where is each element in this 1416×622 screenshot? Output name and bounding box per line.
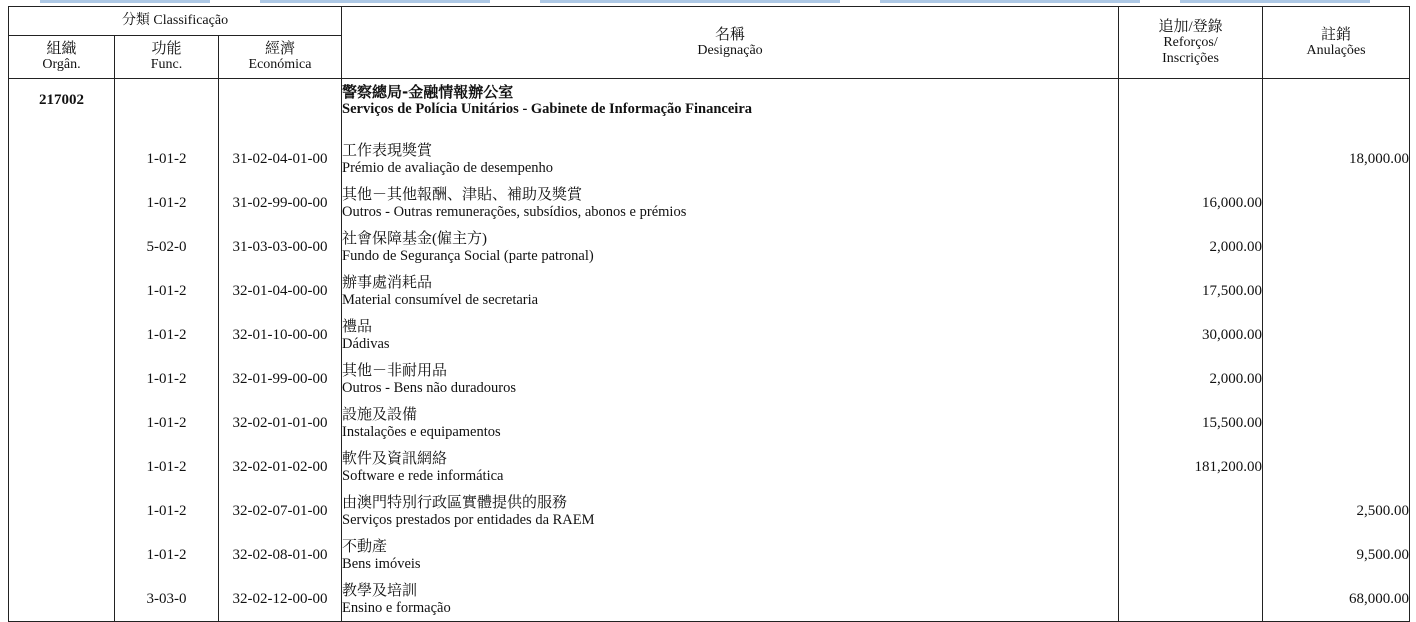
organ-code: 217002 — [9, 79, 115, 138]
func-code: 1-01-2 — [115, 445, 219, 489]
page-top-edge — [0, 0, 1416, 5]
table-row — [9, 313, 1410, 357]
item-designation — [342, 137, 1119, 181]
item-name-zh: 禮品 — [342, 318, 373, 335]
item-name-pt: Fundo de Segurança Social (parte patronal) — [342, 247, 594, 264]
annulment-amount: 2,500.00 — [1263, 489, 1410, 533]
econ-code: 31-02-04-01-00 — [219, 137, 342, 181]
econ-code: 31-03-03-00-00 — [219, 225, 342, 269]
table-row — [9, 445, 1410, 489]
item-name-zh: 社會保障基金(僱主方) — [342, 230, 488, 247]
organ-designation — [342, 79, 1119, 138]
organ-name-pt: Serviços de Polícia Unitários - Gabinete de Informação Financeira — [342, 101, 753, 117]
func-code: 1-01-2 — [115, 313, 219, 357]
budget-table — [8, 6, 1410, 622]
item-designation — [342, 181, 1119, 225]
item-name-pt: Outros - Bens não duradouros — [342, 379, 517, 396]
item-name-zh: 不動產 — [342, 538, 388, 555]
annulment-amount: 9,500.00 — [1263, 533, 1410, 577]
item-designation — [342, 401, 1119, 445]
func-code: 1-01-2 — [115, 181, 219, 225]
item-designation — [342, 357, 1119, 401]
item-name-zh: 辦事處消耗品 — [342, 274, 433, 291]
table-row — [9, 533, 1410, 577]
item-name-zh: 其他－非耐用品 — [342, 362, 448, 379]
func-code: 1-01-2 — [115, 137, 219, 181]
econ-code: 32-02-01-02-00 — [219, 445, 342, 489]
item-name-zh: 設施及設備 — [342, 406, 418, 423]
econ-code: 32-02-01-01-00 — [219, 401, 342, 445]
annulments-header: 註銷 Anulações — [1263, 7, 1410, 79]
item-name-pt: Material consumível de secretaria — [342, 291, 539, 308]
reinforcement-amount: 2,000.00 — [1119, 357, 1263, 401]
reinforcement-amount — [1119, 533, 1263, 577]
reinforcement-amount: 181,200.00 — [1119, 445, 1263, 489]
item-name-zh: 由澳門特別行政區實體提供的服務 — [342, 494, 568, 511]
item-name-pt: Outros - Outras remunerações, subsídios, abonos e prémios — [342, 203, 687, 220]
reinforcement-amount: 15,500.00 — [1119, 401, 1263, 445]
item-name-pt: Ensino e formação — [342, 599, 451, 616]
annulment-amount — [1263, 269, 1410, 313]
reinforcement-amount — [1119, 489, 1263, 533]
annulment-amount: 68,000.00 — [1263, 577, 1410, 622]
table-body — [9, 79, 1410, 622]
designation-header: 名稱 Designação — [342, 7, 1119, 79]
func-code: 5-02-0 — [115, 225, 219, 269]
item-name-zh: 其他－其他報酬、津貼、補助及獎賞 — [342, 186, 583, 203]
item-name-pt: Instalações e equipamentos — [342, 423, 501, 440]
reinforcement-amount: 17,500.00 — [1119, 269, 1263, 313]
econ-code: 32-01-99-00-00 — [219, 357, 342, 401]
table-row — [9, 489, 1410, 533]
econ-code: 32-01-04-00-00 — [219, 269, 342, 313]
item-designation — [342, 225, 1119, 269]
item-name-pt: Dádivas — [342, 335, 390, 352]
annulment-amount — [1263, 313, 1410, 357]
item-designation — [342, 269, 1119, 313]
func-code: 1-01-2 — [115, 269, 219, 313]
table-header — [9, 7, 1410, 79]
item-designation — [342, 489, 1119, 533]
economic-header: 經濟 Económica — [219, 36, 342, 79]
annulment-amount — [1263, 225, 1410, 269]
annulment-amount — [1263, 401, 1410, 445]
table-row — [9, 181, 1410, 225]
classification-header: 分類 Classificação — [9, 7, 342, 36]
item-designation — [342, 313, 1119, 357]
reinforcement-amount: 30,000.00 — [1119, 313, 1263, 357]
organ-row — [9, 79, 1410, 138]
func-code: 1-01-2 — [115, 489, 219, 533]
reinforcement-amount: 2,000.00 — [1119, 225, 1263, 269]
reinforcements-header: 追加/登錄 Reforços/ Inscrições — [1119, 7, 1263, 79]
item-name-pt: Software e rede informática — [342, 467, 504, 484]
item-name-zh: 工作表現獎賞 — [342, 142, 433, 159]
organic-header: 組織 Orgân. — [9, 36, 115, 79]
organ-name-zh: 警察總局-金融情報辦公室 — [342, 83, 514, 101]
annulment-amount — [1263, 181, 1410, 225]
econ-code: 32-02-08-01-00 — [219, 533, 342, 577]
item-designation — [342, 533, 1119, 577]
annulment-amount — [1263, 445, 1410, 489]
econ-code: 31-02-99-00-00 — [219, 181, 342, 225]
table-row — [9, 225, 1410, 269]
reinforcement-amount: 16,000.00 — [1119, 181, 1263, 225]
func-code: 1-01-2 — [115, 401, 219, 445]
item-name-zh: 教學及培訓 — [342, 582, 418, 599]
econ-code: 32-02-07-01-00 — [219, 489, 342, 533]
table-row — [9, 137, 1410, 181]
functional-header: 功能 Func. — [115, 36, 219, 79]
table-row — [9, 401, 1410, 445]
func-code: 3-03-0 — [115, 577, 219, 622]
econ-code: 32-01-10-00-00 — [219, 313, 342, 357]
item-designation — [342, 445, 1119, 489]
annulment-amount — [1263, 357, 1410, 401]
annulment-amount: 18,000.00 — [1263, 137, 1410, 181]
table-row — [9, 357, 1410, 401]
econ-code: 32-02-12-00-00 — [219, 577, 342, 622]
item-name-pt: Prémio de avaliação de desempenho — [342, 159, 554, 176]
reinforcement-amount — [1119, 137, 1263, 181]
table-row — [9, 269, 1410, 313]
item-name-zh: 軟件及資訊網絡 — [342, 450, 448, 467]
func-code: 1-01-2 — [115, 357, 219, 401]
item-name-pt: Serviços prestados por entidades da RAEM — [342, 511, 595, 528]
func-code: 1-01-2 — [115, 533, 219, 577]
item-name-pt: Bens imóveis — [342, 555, 421, 572]
